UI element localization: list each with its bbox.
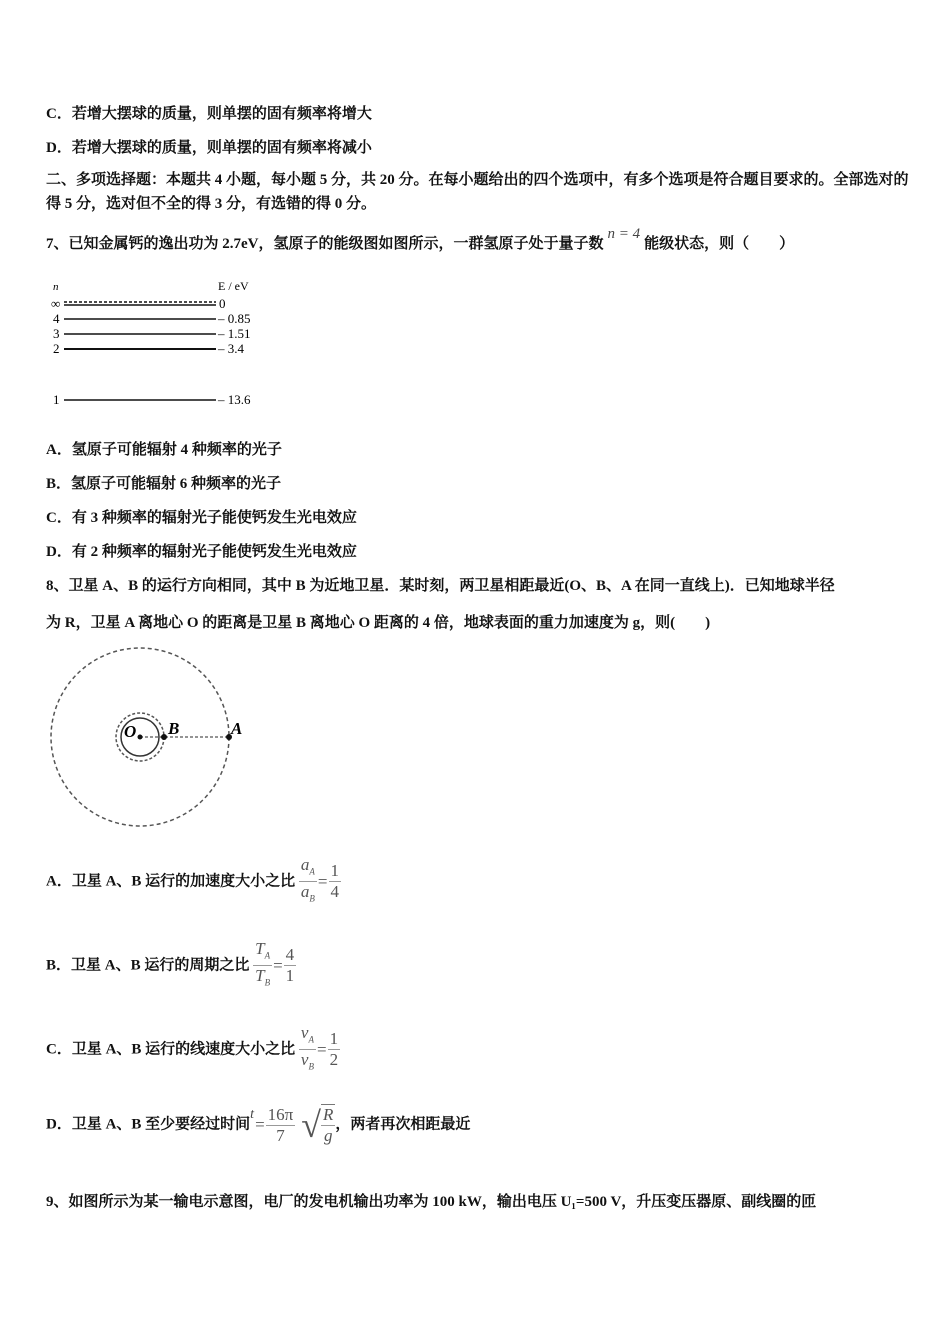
energy-level-diagram: [40, 280, 280, 412]
label-b: B: [168, 719, 180, 738]
den: 2: [329, 1050, 339, 1070]
q7-stem-after: 能级状态，则（ ）: [644, 236, 795, 252]
q6-option-d: D．若增大摆球的质量，则单摆的固有频率将减小: [46, 140, 372, 156]
ratio-fraction: [299, 1023, 316, 1077]
sub: A: [309, 866, 315, 877]
level-e: – 1.51: [218, 326, 251, 341]
ratio-fraction: [299, 855, 317, 909]
q7-stem: [46, 226, 795, 253]
q8-option-b: B．卫星 A、B 运行的周期之比 $\frac{T_A}{T_B}$ = $\frac{4}{1}$: [46, 939, 296, 993]
point-o: [138, 735, 143, 740]
option-text: C．卫星 A、B 运行的线速度大小之比: [46, 1041, 296, 1058]
option-text-after: ，两者再次相距最近: [335, 1116, 471, 1133]
value-fraction: [284, 945, 297, 986]
num: R: [323, 1105, 334, 1124]
level-e: – 13.6: [218, 392, 251, 407]
q7-option-d: D．有 2 种频率的辐射光子能使钙发生光电效应: [46, 544, 357, 560]
q8-option-a: A．卫星 A、B 运行的加速度大小之比 $\frac{a_A}{a_B}$ = $\frac{1}{4}$: [46, 855, 341, 909]
num: a: [300, 855, 310, 874]
value-fraction: [328, 1029, 341, 1070]
level-n: 4: [53, 311, 60, 326]
den: g: [323, 1126, 333, 1145]
den: 1: [285, 966, 295, 986]
level-n: ∞: [51, 296, 61, 311]
den: 4: [330, 882, 340, 902]
q7-option-c: C．有 3 种频率的辐射光子能使钙发生光电效应: [46, 510, 357, 526]
e-label: E / eV: [218, 280, 249, 293]
sub: B: [264, 977, 271, 988]
level-e: – 0.85: [218, 311, 251, 326]
label-a: A: [231, 719, 243, 738]
q7-stem-text: 7、已知金属钙的逸出功为 2.7eV，氢原子的能级图如图所示，一群氢原子处于量子数: [46, 236, 604, 252]
num: 4: [285, 945, 295, 965]
sub: B: [308, 1061, 314, 1072]
num: 1: [330, 861, 340, 881]
num: 1: [329, 1029, 339, 1049]
option-text: A．卫星 A、B 运行的加速度大小之比: [46, 873, 296, 890]
num: 16π: [267, 1104, 294, 1124]
orbit-diagram: [45, 645, 245, 835]
q7-option-b: B．氢原子可能辐射 6 种频率的光子: [46, 476, 282, 492]
section-heading: 二、多项选择题：本题共 4 小题，每小题 5 分，共 20 分。在每小题给出的四个选项中，有多个选项是符合题目要求的。全部选对的得 5 分，选对但不全的得 3 分，有选错的得 0 分。: [46, 172, 909, 212]
level-e: – 3.4: [218, 341, 244, 356]
level-n: 3: [53, 326, 60, 341]
q6-option-c: C．若增大摆球的质量，则单摆的固有频率将增大: [46, 106, 372, 122]
sub: A: [264, 950, 271, 961]
ratio-fraction: [253, 939, 272, 993]
label-o: O: [124, 722, 137, 741]
t-symbol: t: [250, 1107, 255, 1123]
q8-stem-line2: 为 R，卫星 A 离地心 O 的距离是卫星 B 离地心 O 距离的 4 倍，地球表面的重力加速度为 g，则( ): [46, 615, 711, 631]
num: v: [300, 1023, 309, 1042]
q7-option-a: A．氢原子可能辐射 4 种频率的光子: [46, 442, 282, 458]
level-n: 2: [53, 341, 60, 356]
q8-option-c: C．卫星 A、B 运行的线速度大小之比 $\frac{v_A}{v_B}$ = $\frac{1}{2}$: [46, 1023, 340, 1077]
option-text: D．卫星 A、B 至少要经过时间: [46, 1116, 251, 1133]
sqrt-expression: √ $\frac{R}{g}$: [301, 1105, 334, 1145]
num: T: [255, 939, 265, 958]
q8-option-d: D．卫星 A、B 至少要经过时间t= $\frac{16\pi}{7}$ √ $\frac{R}{g}$ ，两者再次相距最近: [46, 1104, 471, 1145]
den: a: [300, 882, 310, 902]
q8-stem-line1: 8、卫星 A、B 的运行方向相同，其中 B 为近地卫星．某时刻，两卫星相距最近(O、B、A 在同一直线上)．已知地球半径: [46, 578, 835, 594]
level-e: 0: [219, 296, 226, 311]
den: v: [300, 1050, 309, 1070]
value-fraction: [329, 861, 342, 902]
level-n: 1: [53, 392, 60, 407]
n-label: n: [53, 281, 59, 293]
den: 7: [276, 1125, 285, 1145]
q9-stem: 9、如图所示为某一输电示意图，电厂的发电机输出功率为 100 kW，输出电压 U₁=500 V，升压变压器原、副线圈的匝: [46, 1194, 817, 1210]
q7-stem-math: n = 4: [607, 226, 641, 242]
time-fraction: [266, 1105, 296, 1146]
den: T: [255, 966, 265, 986]
point-b: [161, 734, 167, 740]
option-text: B．卫星 A、B 运行的周期之比: [46, 957, 250, 974]
sub: B: [309, 893, 315, 904]
sub: A: [308, 1034, 314, 1045]
